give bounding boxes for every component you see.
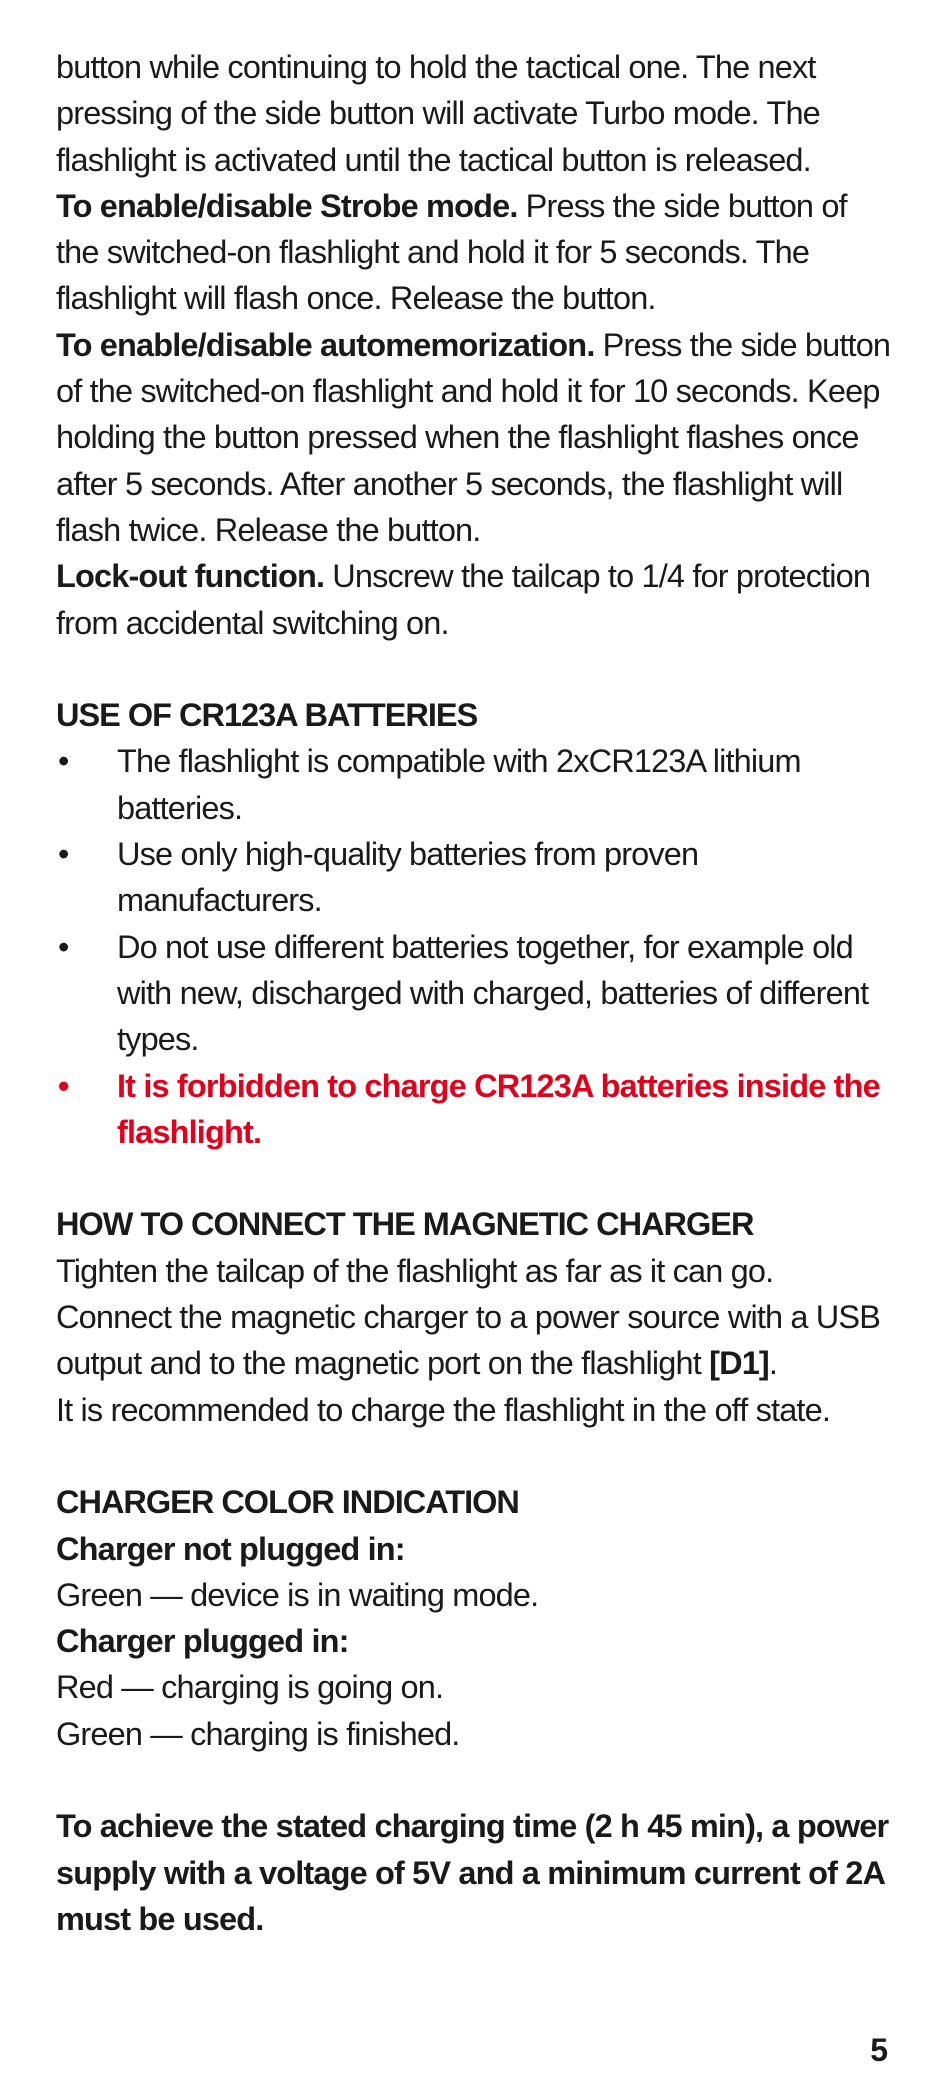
- manual-page: [56, 44, 896, 1942]
- bullet-icon: •: [58, 1067, 69, 1104]
- list-item-text: The flashlight is compatible with 2xCR123A lithium batteries.: [117, 743, 801, 826]
- charger-recommendation: It is recommended to charge the flashlight in the off state.: [56, 1391, 831, 1428]
- not-plugged-green: Green — device is in waiting mode.: [56, 1576, 539, 1613]
- plugged-red: Red — charging is going on.: [56, 1669, 444, 1706]
- list-item: [56, 924, 896, 1063]
- plugged-label: Charger plugged in:: [56, 1623, 349, 1660]
- strobe-text: Press the side button of the switched-on flashlight and hold it for 5 seconds. The flashlight will flash once. Release the button.: [56, 187, 847, 317]
- spacer: [56, 1433, 896, 1479]
- bullet-icon: •: [58, 836, 69, 873]
- lockout-text: Unscrew the tailcap to 1/4 for protection from accidental switching on.: [56, 558, 871, 641]
- list-item: [56, 831, 896, 924]
- list-item-text: Use only high-quality batteries from proven manufacturers.: [117, 836, 699, 919]
- plugged-green: Green — charging is finished.: [56, 1715, 460, 1752]
- page-number: 5: [870, 2032, 888, 2068]
- automem-label: To enable/disable automemorization.: [56, 326, 595, 363]
- batteries-heading: USE OF CR123A BATTERIES: [56, 697, 478, 734]
- not-plugged-label: Charger not plugged in:: [56, 1530, 405, 1567]
- spacer: [56, 646, 896, 692]
- spacer: [56, 1757, 896, 1803]
- intro-paragraph: button while continuing to hold the tactical one. The next pressing of the side button will activate Turbo mode. The flashlight is activated until the tactical button is released.: [56, 49, 820, 178]
- list-item: [56, 738, 896, 831]
- strobe-label: To enable/disable Strobe mode.: [56, 187, 518, 224]
- charger-heading: HOW TO CONNECT THE MAGNETIC CHARGER: [56, 1206, 754, 1243]
- lockout-paragraph: [56, 553, 896, 646]
- warning-text: It is forbidden to charge CR123A batteries inside the flashlight.: [117, 1067, 880, 1150]
- charger-text: Tighten the tailcap of the flashlight as far as it can go. Connect the magnetic charger to a power source with a USB output and to the magnetic port on the flashlight: [56, 1252, 881, 1382]
- list-item-text: Do not use different batteries together, for example old with new, discharged with charged, batteries of different types.: [117, 928, 869, 1058]
- bullet-icon: •: [58, 928, 69, 965]
- batteries-list: [56, 738, 896, 1155]
- strobe-paragraph: [56, 183, 896, 322]
- automem-paragraph: [56, 322, 896, 553]
- spacer: [56, 1155, 896, 1201]
- figure-reference: [D1]: [709, 1345, 769, 1382]
- charging-note: To achieve the stated charging time (2 h 45 min), a power supply with a voltage of 5V and a minimum current of 2A must be used.: [56, 1808, 889, 1937]
- warning-item: [56, 1063, 896, 1156]
- automem-text: Press the side button of the switched-on flashlight and hold it for 10 seconds. Keep holding the button pressed when the flashlight flashes once after 5 seconds. After another 5 seconds, the flashlight will flash twice. Release the button.: [56, 326, 891, 548]
- lockout-label: Lock-out function.: [56, 558, 325, 595]
- bullet-icon: •: [58, 743, 69, 780]
- indication-heading: CHARGER COLOR INDICATION: [56, 1484, 519, 1521]
- charger-paragraph: [56, 1248, 896, 1387]
- charger-text-end: .: [768, 1345, 778, 1382]
